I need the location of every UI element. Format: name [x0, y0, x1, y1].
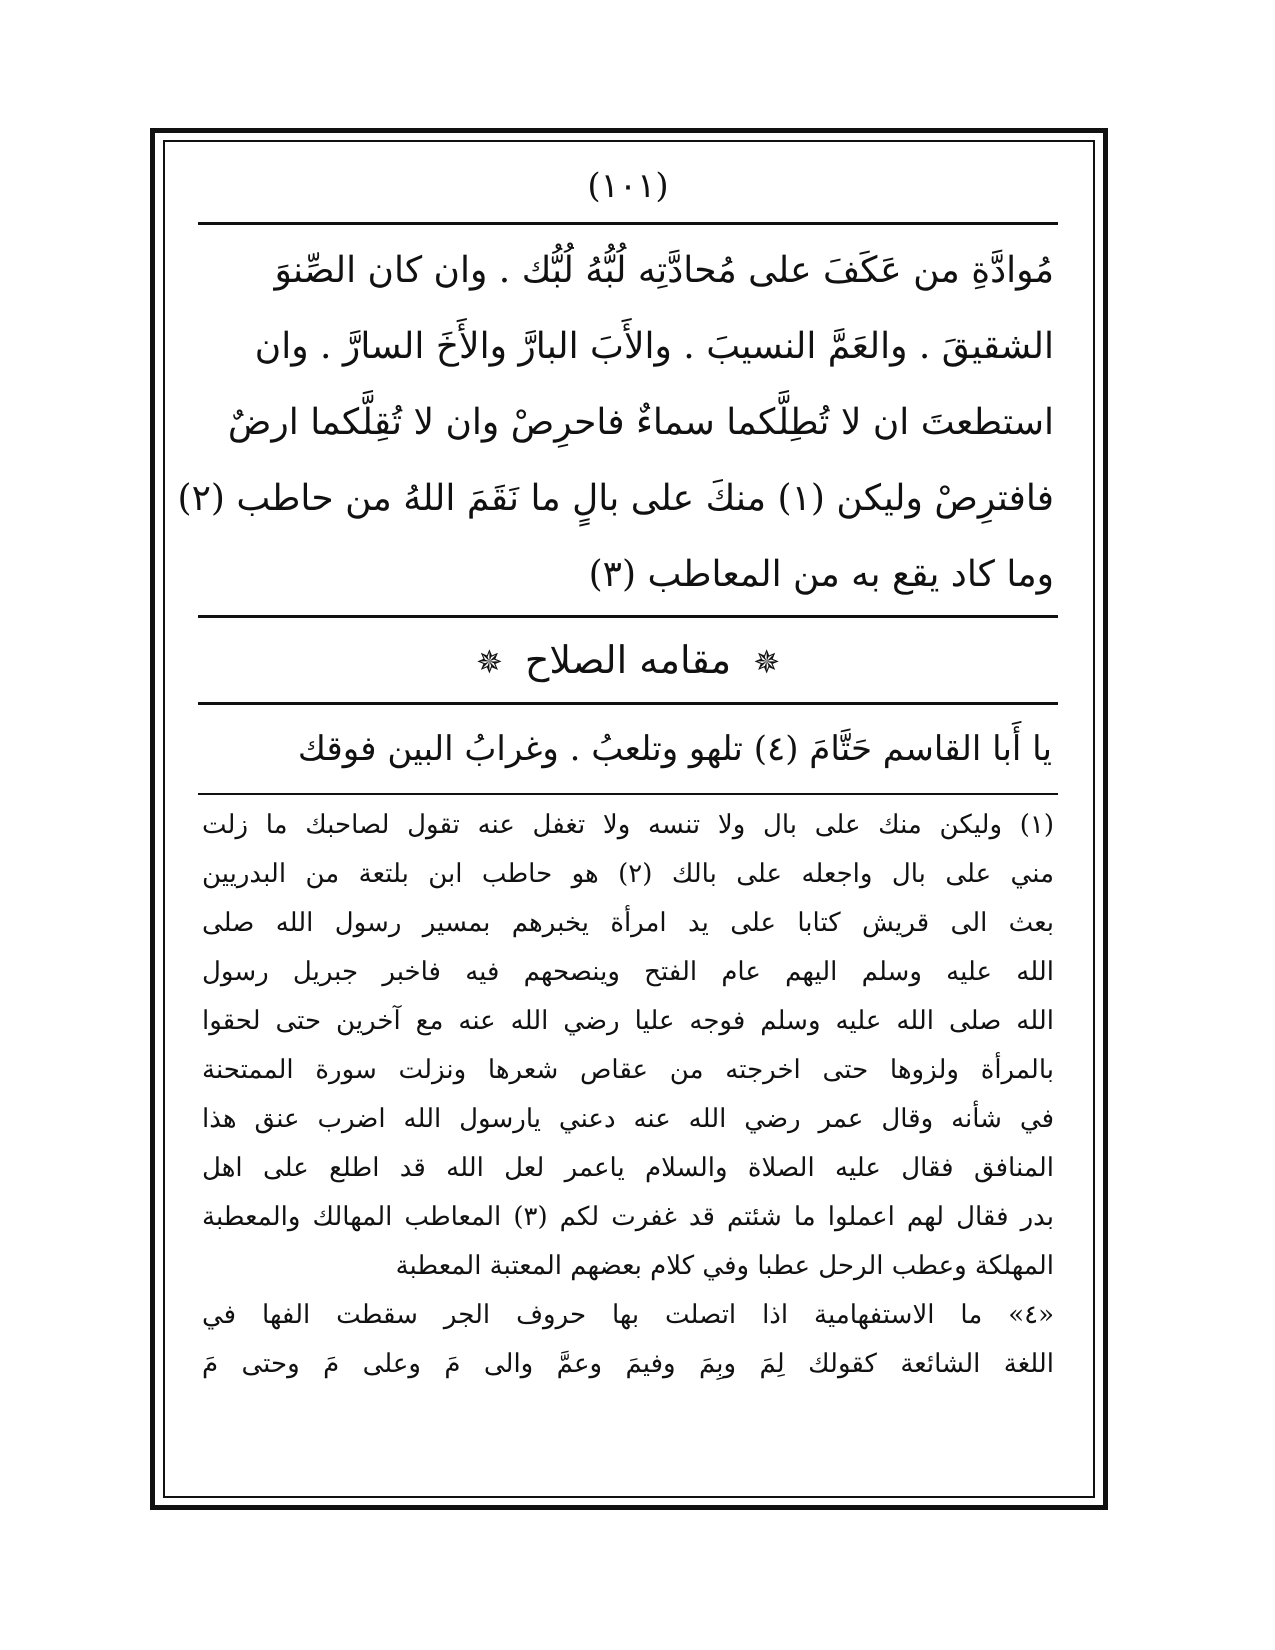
- main-text-line: الشقيقَ . والعَمَّ النسيبَ . والأَبَ البارَّ والأَخَ السارَّ . وان: [254, 326, 1054, 367]
- main-text-line: وما كاد يقع به من المعاطب (٣): [588, 554, 1054, 595]
- footnote-line: بالمرأة ولزوها حتى اخرجته من عقاص شعرها ونزلت سورة الممتحنة: [202, 1055, 1055, 1085]
- footnote-line: «٤» ما الاستفهامية اذا اتصلت بها حروف الجر سقطت الفها في: [202, 1300, 1054, 1330]
- footnote-line: المنافق فقال عليه الصلاة والسلام ياعمر لعل الله قد اطلع على اهل: [202, 1153, 1054, 1183]
- main-text-line: فافترِصْ وليكن (١) منكَ على بالٍ ما نَقَمَ اللهُ من حاطب (٢): [177, 478, 1054, 519]
- footnote-line: المهلكة وعطب الرحل عطبا وفي كلام بعضهم المعتبة المعطبة: [395, 1251, 1054, 1281]
- section-title-text: مقامه الصلاح: [524, 638, 732, 682]
- footnote-line: الله عليه وسلم اليهم عام الفتح وينصحهم فيه فاخبر جبريل رسول: [202, 957, 1054, 987]
- footnote-line: بعث الى قريش كتابا على يد امرأة يخبرهم بمسير رسول الله صلى: [202, 908, 1054, 938]
- verse-line: يا أَبا القاسم حَتَّامَ (٤) تلهو وتلعبُ . وغرابُ البين فوقك: [297, 729, 1052, 769]
- page-content: [177, 150, 1058, 1389]
- ornament-icon: ✵: [475, 643, 503, 681]
- footnote-line: مني على بال واجعله على بالك (٢) هو حاطب ابن بلتعة من البدريين: [202, 859, 1054, 889]
- page-number: (١٠١): [587, 166, 669, 206]
- footnote-line: بدر فقال لهم اعملوا ما شئتم قد غفرت لكم (٣) المعاطب المهالك والمعطبة: [202, 1202, 1055, 1232]
- footnote-line: في شأنه وقال عمر رضي الله عنه دعني يارسول الله اضرب عنق هذا: [202, 1104, 1054, 1134]
- footnote-line: اللغة الشائعة كقولك لِمَ وبِمَ وفيمَ وعمَّ والى مَ وعلى مَ وحتى مَ: [202, 1349, 1054, 1379]
- main-text-line: استطعتَ ان لا تُطِلَّكما سماءٌ فاحرِصْ وان لا تُقِلَّكما ارضٌ: [227, 402, 1054, 443]
- footnote-line: (١) وليكن منك على بال ولا تنسه ولا تغفل عنه تقول لصاحبك ما زلت: [202, 810, 1054, 840]
- main-text-line: مُوادَّةِ من عَكَفَ على مُحادَّتِه لُبُّهُ لُبُّك . وان كان الصِّنوَ: [274, 250, 1054, 291]
- main-text: [177, 225, 1058, 615]
- footnote-line: الله صلى الله عليه وسلم فوجه عليا رضي الله عنه مع آخرين حتى لحقوا: [202, 1006, 1054, 1036]
- ornament-icon: ✵: [753, 643, 781, 681]
- footnotes: [198, 795, 1058, 1389]
- section-title: [198, 618, 1058, 702]
